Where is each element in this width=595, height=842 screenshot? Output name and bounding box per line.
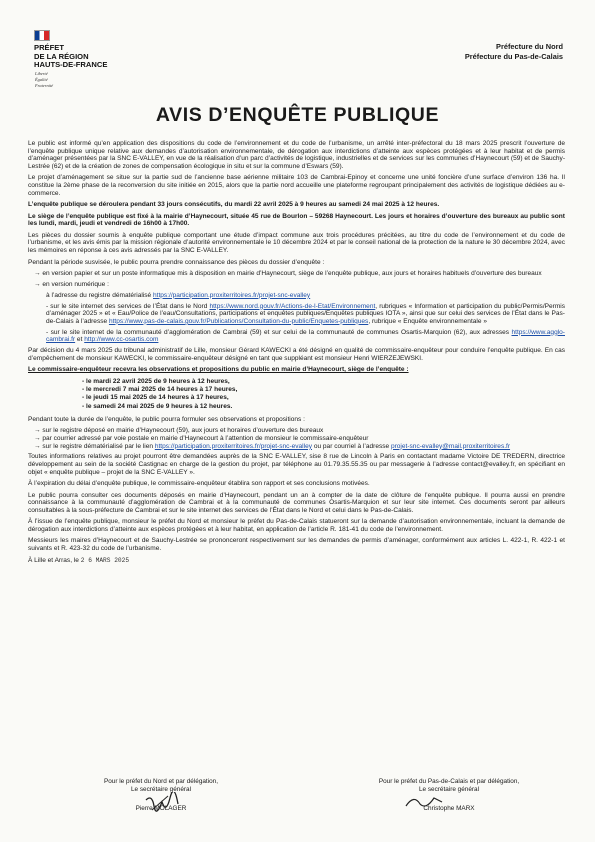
paragraph-report: À l’expiration du délai d’enquête publique, le commissaire-enquêteur établira son rapport et ses conclusions motivées. xyxy=(28,480,370,488)
permanence-date: - le mardi 22 avril 2025 de 9 heures à 12 heures, xyxy=(82,378,565,386)
prefecture-pas-de-calais: Préfecture du Pas-de-Calais xyxy=(464,52,563,61)
community-sites-text-b: et xyxy=(75,336,85,344)
handwritten-signature-nord xyxy=(144,792,180,816)
page-title: AVIS D’ENQUÊTE PUBLIQUE xyxy=(155,104,440,126)
state-sites-text-b: , rubriques « Information et participation du public/Permis/Permis d’aménager 2025 » et « Eau/Police de l’eau/Consultations, participations et enquêtes publiques/Enquêtes publiques IOTA », ainsi que sur celui des services de l’État dans le Pas-de-Calais à l’adresse xyxy=(46,302,566,325)
permanence-dates-list xyxy=(82,378,565,411)
agglo-cambrai-link[interactable]: https://www.agglo-cambrai.fr xyxy=(46,328,565,344)
signature-block-pas-de-calais xyxy=(374,778,524,813)
nord-gouv-link[interactable]: https://www.nord.gouv.fr/Actions-de-l-Etat/Environnement xyxy=(209,302,376,310)
signature-pdc-name: Christophe MARX xyxy=(423,805,475,813)
marianne-flag-icon xyxy=(34,30,50,41)
paragraph-register: → sur le registre déposé en mairie d’Haynecourt (59), aux jours et horaires d’ouverture des bureaux xyxy=(34,427,324,435)
paragraph-permanences: Le commissaire-enquêteur recevra les observations et propositions du public en mairie d’Haynecourt, siège de l’enquête : xyxy=(28,366,409,374)
pas-de-calais-gouv-link[interactable]: https://www.pas-de-calais.gouv.fr/Publications/Consultation-du-public/Enquetes-publiques xyxy=(108,317,369,325)
logo-line-2: DE LA RÉGION xyxy=(34,51,89,61)
paragraph-permits: Messieurs les maires d’Haynecourt et de Sauchy-Lestrée se prononceront respectivement sur les demandes de permis d’aménager, conformément aux articles L. 422-1, R. 422-1 et suivants et R. 423-32 du code de l’urbanisme. xyxy=(28,537,565,553)
registry-email-link[interactable]: projet-snc-evalley@mail.proxiterritoires.fr xyxy=(390,442,511,450)
logo-line-3: HAUTS-DE-FRANCE xyxy=(34,60,108,70)
motto-egalite: Égalité xyxy=(35,76,48,82)
handwritten-signature-pdc xyxy=(404,792,444,812)
registry-link[interactable]: https://participation.proxiterritoires.fr/projet-snc-evalley xyxy=(153,291,311,299)
motto-liberte: Liberté xyxy=(35,70,48,76)
place-and-date xyxy=(28,557,565,565)
cc-osartis-link[interactable]: http://www.cc-osartis.com xyxy=(84,336,159,344)
paragraph-paper-version: → en version papier et sur un poste informatique mis à disposition en mairie d’Haynecourt, siège de l’enquête publique, aux jours et horaires habituels d’ouverture des bureaux xyxy=(34,269,542,277)
paragraph-community-sites xyxy=(46,329,565,344)
paragraph-online-registry xyxy=(34,443,565,451)
paragraph-mail: → par courrier adressé par voie postale en mairie d’Haynecourt à l’attention de monsieur le commissaire-enquêteur xyxy=(34,434,369,442)
document-body xyxy=(28,140,565,568)
paragraph-intro: Le public est informé qu’en application des dispositions du code de l’environnement et du code de l’urbanisme, un arrêté inter-préfectoral du 18 mars 2025 prescrit l’ouverture de l’enquête publique unique relative aux demandes d’autorisation environnementale, de dérogation aux interdictions d’atteinte aux espèces protégées et à leur habitat et de permis d’aménager présentées par la SNC E-VALLEY, en vue de la réalisation d’un parc d’activités de logistique, industrielles et de services sur les communes d’Haynecourt (59) et de Sauchy-Lestrée (62) et de la création de zones de compensation écologique in situ et sur la commune d’Eswars (59). xyxy=(28,140,565,170)
prefecture-logo xyxy=(32,30,132,88)
permanence-date: - le samedi 24 mai 2025 de 9 heures à 12 heures. xyxy=(82,403,565,411)
paragraph-decision: À l’issue de l’enquête publique, monsieur le préfet du Nord et monsieur le préfet du Pas-de-Calais statueront sur la demande d’autorisation environnementale, incluant la demande de dérogation aux interdictions d’atteinte aux espèces protégées et à leur habitat, en application de l’article R. 181-41 du code de l’environnement. xyxy=(28,518,565,533)
paragraph-observations: Pendant toute la durée de l’enquête, le public pourra formuler ses observations et propositions : xyxy=(28,415,305,423)
prefecture-nord: Préfecture du Nord xyxy=(496,42,563,51)
signature-nord-name: Pierre MOLAGER xyxy=(135,805,187,813)
place-text: À Lille et Arras, le xyxy=(28,556,79,564)
signature-nord-line-2: Le secrétaire général xyxy=(130,785,192,793)
registry-text: à l’adresse du registre dématérialisé xyxy=(46,291,153,299)
signature-pdc-line-1: Pour le préfet du Pas-de-Calais et par délégation, xyxy=(378,778,520,785)
signature-block-nord xyxy=(86,778,236,813)
online-registry-link[interactable]: https://participation.proxiterritoires.fr/projet-snc-evalley xyxy=(154,442,312,450)
signature-nord-line-1: Pour le préfet du Nord et par délégation, xyxy=(103,778,219,785)
paragraph-file-contents: Les pièces du dossier soumis à enquête publique comportant une étude d’impact commune aux trois procédures précitées, au titre du code de l’environnement et du code de l’urbanisme, et les avis émis par la mission régionale d’autorité environnementale le 10 décembre 2024 et par le conseil national de la protection de la nature le 30 décembre 2024, avec les mémoires en réponse à ces avis adressés par la SNC E-VALLEY. xyxy=(28,231,565,255)
permanence-date: - le mercredi 7 mai 2025 de 14 heures à 17 heures, xyxy=(82,386,565,394)
online-registry-text-b: ou par courriel à l’adresse xyxy=(312,442,391,450)
paragraph-seat: Le siège de l’enquête publique est fixé à la mairie d’Haynecourt, située 45 rue de Bourlon – 59268 Haynecourt. Les jours et horaires d’ouverture des bureaux au public sont les lundi, mardi, jeudi et vendredi de 16h00 à 17h00. xyxy=(28,212,565,228)
paragraph-state-sites xyxy=(46,303,565,326)
stamped-date: 2 6 MARS 2025 xyxy=(80,556,130,564)
paragraph-commissioner: Par décision du 4 mars 2025 du tribunal administratif de Lille, monsieur Gérard KAWECKI a été désigné en qualité de commissaire-enquêteur pour conduire l’enquête publique. En cas d’empêchement de monsieur KAWECKI, le commissaire-enquêteur désigné en tant que suppléant est monsieur Henri WIERZEJEWSKI. xyxy=(28,347,565,362)
paragraph-consultation: Pendant la période susvisée, le public pourra prendre connaissance des pièces du dossier d’enquête : xyxy=(28,258,325,266)
online-registry-text-a: → sur le registre dématérialisé par le lien xyxy=(34,442,155,450)
paragraph-project: Le projet d’aménagement se situe sur la partie sud de l’ancienne base aérienne militaire 103 de Cambrai-Epinoy et concerne une unité foncière d’une surface d’environ 136 ha. Il constitue la 2ème phase de la reconversion du site initiée en 2015, alors que la partie nord accueille une plateforme regroupant principalement des activités de logistique dédiées au e-commerce. xyxy=(28,174,565,197)
signature-pdc-line-2: Le secrétaire général xyxy=(418,785,480,793)
paragraph-availability: Le public pourra consulter ces documents déposés en mairie d’Haynecourt, pendant un an à compter de la date de clôture de l’enquête publique. Il pourra aussi en prendre connaissance à la communauté d’agglomération de Cambrai et à la communauté de communes Osartis-Marquion et sur leur site internet. Ces documents seront par ailleurs consultables à la sous-préfecture de Cambrai et sur le site internet des services de l’État dans le Nord et celui dans le Pas-de-Calais. xyxy=(28,491,565,514)
paragraph-digital-version: → en version numérique : xyxy=(34,280,109,288)
paragraph-duration: L’enquête publique se déroulera pendant 33 jours consécutifs, du mardi 22 avril 2025 à 9 heures au samedi 24 mai 2025 à 12 heures. xyxy=(28,201,440,209)
permanence-date: - le jeudi 15 mai 2025 de 14 heures à 17 heures, xyxy=(82,394,565,402)
motto-fraternite: Fraternité xyxy=(35,82,54,88)
paragraph-registry xyxy=(46,292,565,300)
prefectures-block xyxy=(465,42,563,62)
state-sites-text-a: - sur le site internet des services de l’État dans le Nord xyxy=(46,302,210,310)
paragraph-contact: Toutes informations relatives au projet pourront être demandées auprès de la SNC E-VALLEY, sise 8 rue de Lincoln à Paris en contactant madame Victoire DE TREDERN, directrice développement au sein de la société Castignac en charge de la gestion du projet, par téléphone au 01.79.35.55.35 ou par messagerie à l’adresse contact@evalley.fr, en spécifiant en objet « enquête publique – projet de la SNC E-VALLEY ». xyxy=(28,453,565,476)
state-sites-text-c: , rubrique « Enquête environnementale » xyxy=(368,317,487,325)
logo-line-1: PRÉFET xyxy=(34,43,64,52)
document-header xyxy=(32,30,577,90)
community-sites-text-a: - sur le site internet de la communauté d’agglomération de Cambrai (59) et sur celui de la communauté de communes Osartis-Marquion (62), aux adresses xyxy=(46,328,512,336)
